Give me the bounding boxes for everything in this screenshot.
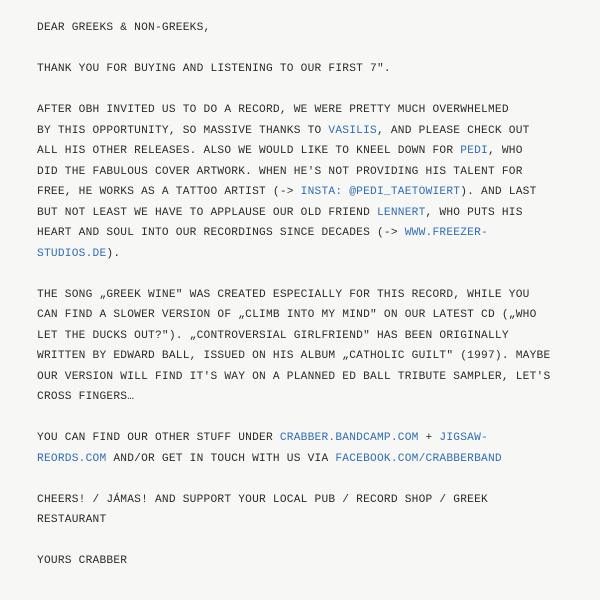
pedi-link[interactable]: PEDI	[460, 145, 488, 157]
text-line	[37, 244, 576, 265]
text-segment: BUT NOT LEAST WE HAVE TO APPLAUSE OUR OLD FRIEND	[37, 206, 377, 219]
salutation-text: DEAR GREEKS & NON-GREEKS,	[37, 22, 211, 34]
text-line	[37, 449, 576, 470]
freezer-studios-link-part1[interactable]: WWW.FREEZER-	[404, 227, 488, 239]
songs-paragraph	[37, 285, 576, 408]
instagram-link[interactable]: INSTA: @PEDI_TAETOWIERT	[300, 186, 461, 198]
text-line: RESTAURANT	[37, 514, 107, 526]
text-segment: YOU CAN FIND OUR OTHER STUFF UNDER	[37, 432, 280, 444]
text-segment: ). AND LAST	[460, 186, 537, 198]
text-line	[37, 428, 576, 449]
text-line: AFTER OBH INVITED US TO DO A RECORD, WE WERE PRETTY MUCH OVERWHELMED	[37, 104, 509, 116]
text-line	[37, 203, 576, 224]
text-line: THE SONG „GREEK WINE" WAS CREATED ESPECIALLY FOR THIS RECORD, WHILE YOU	[37, 288, 530, 301]
text-segment: FREE, HE WORKS AS A TATTOO ARTIST (->	[37, 186, 301, 198]
text-segment: , AND PLEASE CHECK OUT	[376, 124, 530, 137]
text-segment: BY THIS OPPORTUNITY, SO MASSIVE THANKS TO	[37, 124, 329, 137]
signoff	[37, 551, 576, 572]
salutation	[37, 18, 576, 39]
links-paragraph	[37, 428, 576, 469]
text-line: CAN FIND A SLOWER VERSION OF „CLIMB INTO MY MIND" ON OUR LATEST CD („WHO	[37, 309, 537, 321]
text-segment: , WHO	[487, 145, 523, 157]
text-segment: AND/OR GET IN TOUCH WITH US VIA	[106, 452, 336, 465]
text-line: OUR VERSION WILL FIND IT'S WAY ON A PLANNED ED BALL TRIBUTE SAMPLER, LET'S	[37, 370, 551, 383]
lennert-link[interactable]: LENNERT	[376, 206, 426, 219]
text-segment: +	[418, 432, 440, 444]
bandcamp-link[interactable]: CRABBER.BANDCAMP.COM	[279, 432, 419, 444]
vasilis-link[interactable]: VASILIS	[328, 124, 377, 137]
text-line	[37, 223, 576, 244]
text-segment: ALL HIS OTHER RELEASES. ALSO WE WOULD LIKE TO KNEEL DOWN FOR	[37, 145, 461, 157]
text-line	[37, 121, 576, 142]
thanks-paragraph	[37, 59, 576, 80]
text-segment: ).	[106, 247, 121, 260]
thanks-text: THANK YOU FOR BUYING AND LISTENING TO OUR FIRST 7".	[37, 63, 391, 75]
freezer-studios-link-part2[interactable]: STUDIOS.DE	[37, 247, 107, 260]
text-line: CHEERS! / JÁMAS! AND SUPPORT YOUR LOCAL PUB / RECORD SHOP / GREEK	[37, 493, 488, 506]
jigsaw-link-part1[interactable]: JIGSAW-	[439, 432, 488, 444]
text-segment: , WHO PUTS HIS	[425, 206, 523, 219]
signoff-text: YOURS CRABBER	[37, 555, 128, 567]
jigsaw-link-part2[interactable]: REORDS.COM	[37, 452, 107, 465]
text-line	[37, 182, 576, 203]
text-line	[37, 141, 576, 162]
text-line: WRITTEN BY EDWARD BALL, ISSUED ON HIS ALBUM „CATHOLIC GUILT" (1997). MAYBE	[37, 350, 551, 362]
facebook-link[interactable]: FACEBOOK.COM/CRABBERBAND	[335, 452, 502, 465]
text-line: CROSS FINGERS…	[37, 391, 135, 403]
credits-paragraph	[37, 100, 576, 264]
text-segment: HEART AND SOUL INTO OUR RECORDINGS SINCE DECADES (->	[37, 227, 405, 239]
text-line: DID THE FABULOUS COVER ARTWORK. WHEN HE'S NOT PROVIDING HIS TALENT FOR	[37, 165, 523, 178]
text-line: LET THE DUCKS OUT?"). „CONTROVERSIAL GIRLFRIEND" HAS BEEN ORIGINALLY	[37, 329, 509, 342]
cheers-paragraph	[37, 490, 576, 531]
